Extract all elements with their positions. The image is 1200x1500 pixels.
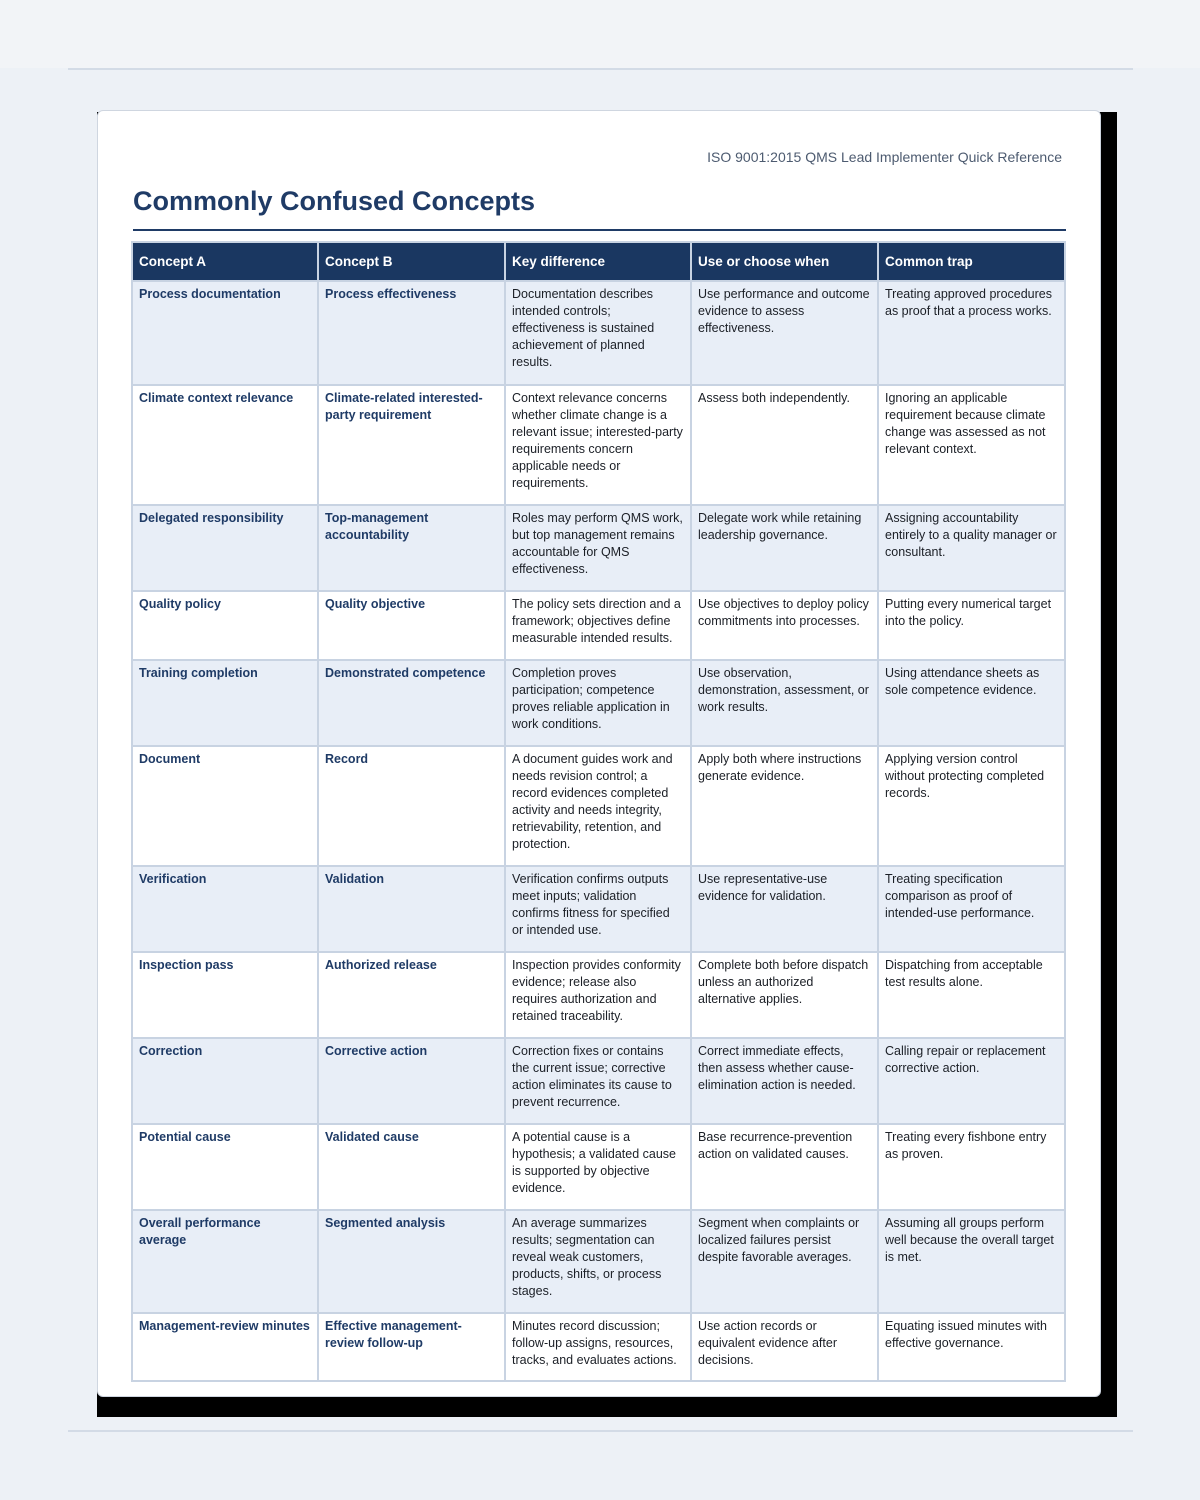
common-trap-cell: Applying version control without protecting completed records.: [878, 746, 1065, 866]
use-when-cell: Assess both independently.: [691, 385, 878, 505]
common-trap-cell: Equating issued minutes with effective governance.: [878, 1313, 1065, 1381]
top-bar: [0, 0, 1200, 68]
column-header: Common trap: [878, 242, 1065, 281]
common-trap-cell: Ignoring an applicable requirement because climate change was assessed as not relevant context.: [878, 385, 1065, 505]
common-trap-cell: Using attendance sheets as sole competence evidence.: [878, 660, 1065, 746]
concept-a-cell: Delegated responsibility: [132, 505, 318, 591]
common-trap-cell: Dispatching from acceptable test results alone.: [878, 952, 1065, 1038]
concept-b-cell: Quality objective: [318, 591, 505, 660]
use-when-cell: Base recurrence-prevention action on validated causes.: [691, 1124, 878, 1210]
common-trap-cell: Calling repair or replacement corrective action.: [878, 1038, 1065, 1124]
concept-b-cell: Validation: [318, 866, 505, 952]
concept-a-cell: Inspection pass: [132, 952, 318, 1038]
common-trap-cell: Treating every fishbone entry as proven.: [878, 1124, 1065, 1210]
use-when-cell: Use observation, demonstration, assessment, or work results.: [691, 660, 878, 746]
concept-a-cell: Process documentation: [132, 281, 318, 385]
table-row: [132, 1038, 1065, 1124]
column-header: Concept B: [318, 242, 505, 281]
column-header: Use or choose when: [691, 242, 878, 281]
concept-a-cell: Overall performance average: [132, 1210, 318, 1313]
use-when-cell: Correct immediate effects, then assess whether cause-elimination action is needed.: [691, 1038, 878, 1124]
concept-b-cell: Climate-related interested-party requirement: [318, 385, 505, 505]
use-when-cell: Use performance and outcome evidence to assess effectiveness.: [691, 281, 878, 385]
title-divider: [133, 229, 1066, 231]
concept-a-cell: Correction: [132, 1038, 318, 1124]
common-trap-cell: Assuming all groups perform well because the overall target is met.: [878, 1210, 1065, 1313]
concept-b-cell: Process effectiveness: [318, 281, 505, 385]
table-row: [132, 1124, 1065, 1210]
table-row: [132, 866, 1065, 952]
use-when-cell: Complete both before dispatch unless an authorized alternative applies.: [691, 952, 878, 1038]
key-difference-cell: Inspection provides conformity evidence; release also requires authorization and retained traceability.: [505, 952, 691, 1038]
concept-b-cell: Demonstrated competence: [318, 660, 505, 746]
table-row: [132, 281, 1065, 385]
column-header: Concept A: [132, 242, 318, 281]
key-difference-cell: A document guides work and needs revision control; a record evidences completed activity and needs integrity, retrievability, retention, and protection.: [505, 746, 691, 866]
bottom-divider: [68, 1430, 1133, 1432]
use-when-cell: Segment when complaints or localized failures persist despite favorable averages.: [691, 1210, 878, 1313]
table-row: [132, 385, 1065, 505]
common-trap-cell: Treating approved procedures as proof that a process works.: [878, 281, 1065, 385]
use-when-cell: Apply both where instructions generate evidence.: [691, 746, 878, 866]
concept-a-cell: Training completion: [132, 660, 318, 746]
table-row: [132, 1210, 1065, 1313]
key-difference-cell: Correction fixes or contains the current issue; corrective action eliminates its cause to prevent recurrence.: [505, 1038, 691, 1124]
table-row: [132, 746, 1065, 866]
top-divider: [68, 68, 1133, 70]
table-row: [132, 1313, 1065, 1381]
key-difference-cell: A potential cause is a hypothesis; a validated cause is supported by objective evidence.: [505, 1124, 691, 1210]
use-when-cell: Delegate work while retaining leadership governance.: [691, 505, 878, 591]
concept-b-cell: Corrective action: [318, 1038, 505, 1124]
concept-a-cell: Document: [132, 746, 318, 866]
use-when-cell: Use objectives to deploy policy commitments into processes.: [691, 591, 878, 660]
key-difference-cell: Roles may perform QMS work, but top management remains accountable for QMS effectiveness.: [505, 505, 691, 591]
common-trap-cell: Treating specification comparison as proof of intended-use performance.: [878, 866, 1065, 952]
concept-b-cell: Validated cause: [318, 1124, 505, 1210]
key-difference-cell: Context relevance concerns whether climate change is a relevant issue; interested-party requirements concern applicable needs or requirements.: [505, 385, 691, 505]
concept-b-cell: Authorized release: [318, 952, 505, 1038]
document-page: [97, 110, 1101, 1397]
table-row: [132, 505, 1065, 591]
concept-b-cell: Effective management-review follow-up: [318, 1313, 505, 1381]
column-header: Key difference: [505, 242, 691, 281]
concept-a-cell: Climate context relevance: [132, 385, 318, 505]
use-when-cell: Use action records or equivalent evidence after decisions.: [691, 1313, 878, 1381]
table-body: [132, 281, 1065, 1381]
concept-a-cell: Potential cause: [132, 1124, 318, 1210]
common-trap-cell: Putting every numerical target into the policy.: [878, 591, 1065, 660]
page-title: Commonly Confused Concepts: [133, 186, 536, 216]
key-difference-cell: Documentation describes intended controls; effectiveness is sustained achievement of planned results.: [505, 281, 691, 385]
table-header-row: [132, 242, 1065, 281]
concept-b-cell: Record: [318, 746, 505, 866]
key-difference-cell: Verification confirms outputs meet inputs; validation confirms fitness for specified or intended use.: [505, 866, 691, 952]
table-row: [132, 952, 1065, 1038]
use-when-cell: Use representative-use evidence for validation.: [691, 866, 878, 952]
concepts-table: [131, 241, 1066, 1382]
concept-b-cell: Segmented analysis: [318, 1210, 505, 1313]
key-difference-cell: Minutes record discussion; follow-up assigns, resources, tracks, and evaluates actions.: [505, 1313, 691, 1381]
key-difference-cell: The policy sets direction and a framework; objectives define measurable intended results.: [505, 591, 691, 660]
table-row: [132, 591, 1065, 660]
concept-a-cell: Verification: [132, 866, 318, 952]
table-row: [132, 660, 1065, 746]
key-difference-cell: Completion proves participation; competence proves reliable application in work conditions.: [505, 660, 691, 746]
concept-a-cell: Quality policy: [132, 591, 318, 660]
concept-b-cell: Top-management accountability: [318, 505, 505, 591]
header-reference: ISO 9001:2015 QMS Lead Implementer Quick Reference: [707, 149, 1062, 165]
concept-a-cell: Management-review minutes: [132, 1313, 318, 1381]
common-trap-cell: Assigning accountability entirely to a quality manager or consultant.: [878, 505, 1065, 591]
key-difference-cell: An average summarizes results; segmentation can reveal weak customers, products, shifts, or process stages.: [505, 1210, 691, 1313]
